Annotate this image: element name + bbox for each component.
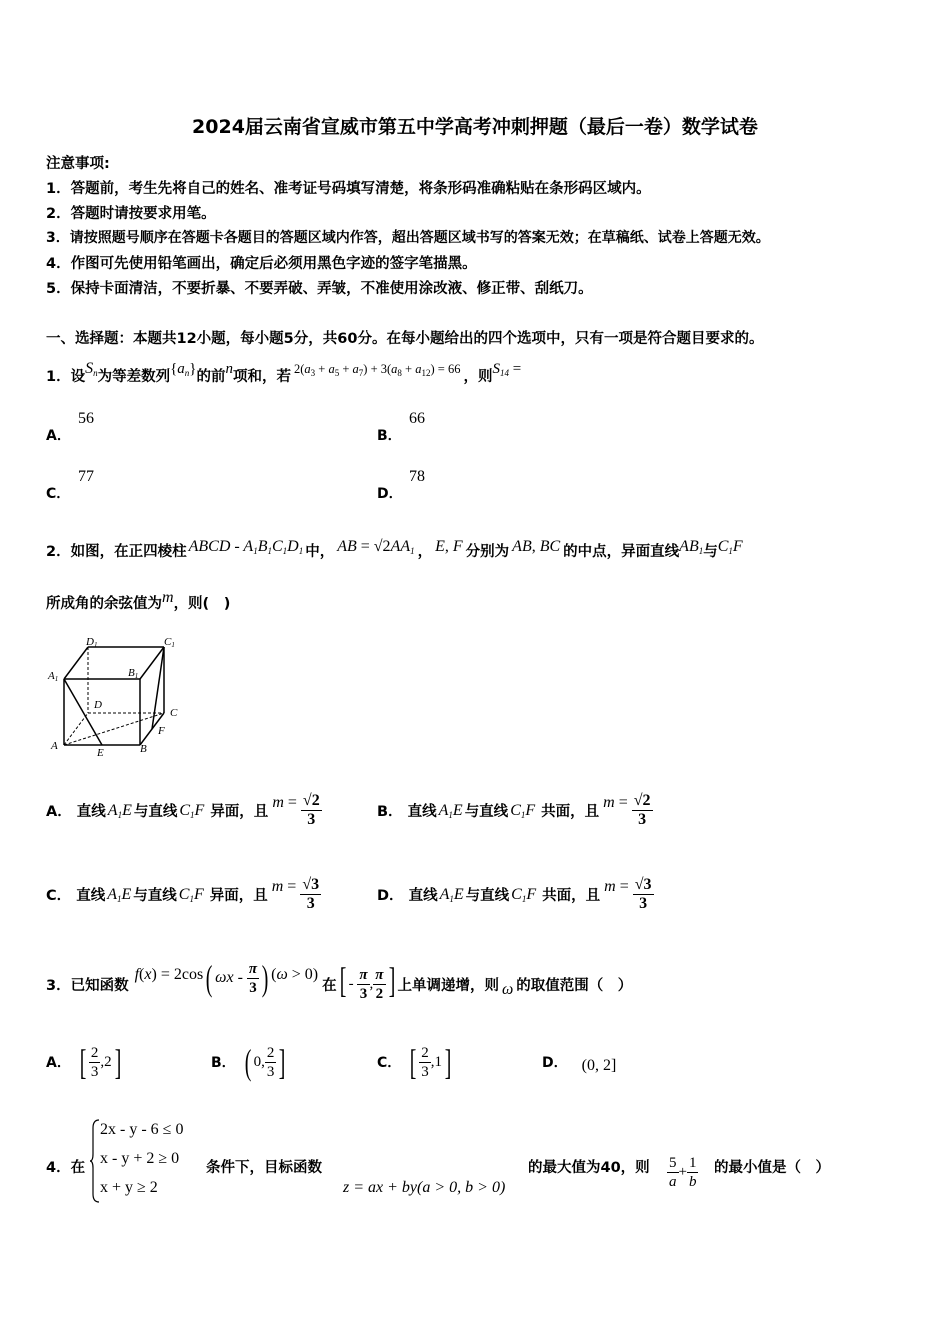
q3-option-b: B． ( 0, $\frac{2}{3}$ ] xyxy=(211,1042,286,1082)
q2-prism: ABCD - $A_1B_1C_1D_1$ xyxy=(188,538,304,556)
q1-option-c-value: 77 xyxy=(78,468,94,485)
q2-text-4: 分别为 xyxy=(465,544,510,560)
notice-heading: 注意事项: xyxy=(46,156,110,172)
q2-condition: AB = $√2AA_1$ xyxy=(337,538,415,556)
q4-constraint-2: x - y + 2 ≥ 0 xyxy=(100,1150,180,1167)
q4-constraint-1: 2x - y - 6 ≤ 0 xyxy=(100,1121,184,1138)
notice-item-5: 5．保持卡面清洁，不要折暴、不要弄破、弄皱，不准使用涂改液、修正带、刮纸刀。 xyxy=(46,281,593,297)
q4-objective: z = ax + by(a > 0, b > 0) xyxy=(343,1179,506,1196)
q1-n: n xyxy=(225,361,233,377)
q4-text-1: 4．在 xyxy=(46,1160,86,1176)
q3-option-d: D． (0, 2] xyxy=(542,1055,617,1074)
label-d: D xyxy=(94,699,102,711)
q2-m: m xyxy=(162,589,174,606)
q4-text-2: 条件下，目标函数 xyxy=(206,1160,322,1176)
q2-option-a: A． 直线 $A_1E$ 与直线 $C_1F$ 异面，且 m = $\frac{√2}{3}$ xyxy=(46,792,320,828)
q4-constraint-3: x + y ≥ 2 xyxy=(100,1179,158,1196)
prism-figure xyxy=(46,632,186,762)
q1-text-1: 1．设 xyxy=(46,369,86,385)
q1-text-2: 为等差数列 xyxy=(97,369,171,385)
question-3: 3．已知函数 f(x) = 2cos ( ωx - $\frac{\pi}{3}$ ) (ω > 0) 在 [ - $\frac{\pi}{3}$ , $\frac{\pi}{2}$ ] 上单调递增，则 ω 的取值范围（ ） xyxy=(46,958,633,1002)
q1-an: $\{a_n\}$ xyxy=(170,361,197,378)
label-a1: A1 xyxy=(48,670,59,683)
label-d1: D1 xyxy=(86,636,98,649)
question-2-line-2 xyxy=(46,589,231,613)
q3-option-a: A． [ $\frac{2}{3}$ ,2 ] xyxy=(46,1042,121,1082)
q2-text-6: 与 xyxy=(703,544,718,560)
label-e: E xyxy=(97,747,104,759)
q1-option-d-value: 78 xyxy=(409,468,425,485)
q4-text-3: 的最大值为40，则 xyxy=(528,1160,650,1176)
q2-text-5: 的中点，异面直线 xyxy=(563,544,680,560)
notice-item-1: 1．答题前，考生先将自己的姓名、准考证号码填写清楚，将条形码准确粘贴在条形码区域内。 xyxy=(46,181,651,197)
q2-text-7: 所成角的余弦值为 xyxy=(46,596,162,612)
q1-text-5: ，则 xyxy=(463,369,493,385)
q2-text-1: 2．如图，在正四棱柱 xyxy=(46,544,187,560)
q4-expression: $\frac{5}{a}$ + $\frac{1}{b}$ xyxy=(669,1155,697,1190)
q2-line-c1f: $C_1F$ xyxy=(717,538,743,556)
label-c1: C1 xyxy=(164,636,175,649)
label-f: F xyxy=(158,725,165,737)
notice-item-2: 2．答题时请按要求用笔。 xyxy=(46,206,216,222)
section-heading: 一、选择题：本题共12小题，每小题5分，共60分。在每小题给出的四个选项中，只有一项是符合题目要求的。 xyxy=(46,331,764,347)
q1-option-c-letter: C． xyxy=(46,486,71,502)
q4-text-4: 的最小值是（ ） xyxy=(714,1160,830,1176)
label-b: B xyxy=(140,743,147,755)
q2-segments: AB, BC xyxy=(512,538,561,555)
q2-option-c: C． 直线 $A_1E$ 与直线 $C_1F$ 异面，且 m = $\frac{√3}{3}$ xyxy=(46,876,320,912)
notice-item-3: 3．请按照题号顺序在答题卡各题目的答题区域内作答，超出答题区域书写的答案无效；在草稿纸、试卷上答题无效。 xyxy=(46,230,770,246)
page-title: 2024届云南省宣威市第五中学高考冲刺押题（最后一卷）数学试卷 xyxy=(192,116,758,138)
q2-option-d: D． 直线 $A_1E$ 与直线 $C_1F$ 共面，且 m = $\frac{√3}{3}$ xyxy=(377,876,652,912)
q1-option-a-value: 56 xyxy=(78,410,94,427)
question-2-line-1 xyxy=(46,540,743,561)
q2-text-8: ，则( ) xyxy=(173,596,231,612)
q1-formula: $2(a_3 + a_5 + a_7) + 3(a_8 + a_{12}) = 66$ xyxy=(294,362,461,378)
q2-text-2: 中， xyxy=(305,544,335,560)
q1-option-d-letter: D． xyxy=(377,486,403,502)
q1-text-4: 项和，若 xyxy=(233,369,291,385)
q1-s14: $S_{14}$ = xyxy=(492,361,522,378)
q1-text-3: 的前 xyxy=(196,369,226,385)
q2-text-3: ， xyxy=(417,544,433,560)
label-c: C xyxy=(170,707,178,719)
q2-points: E, F xyxy=(435,538,463,555)
q1-option-a-letter: A． xyxy=(46,428,71,444)
label-b1: B1 xyxy=(128,667,139,680)
question-1 xyxy=(46,360,522,386)
q2-option-b: B． 直线 $A_1E$ 与直线 $C_1F$ 共面，且 m = $\frac{√2}{3}$ xyxy=(377,792,651,828)
q1-option-b-value: 66 xyxy=(409,410,425,427)
notice-item-4: 4．作图可先使用铅笔画出，确定后必须用黑色字迹的签字笔描黑。 xyxy=(46,256,477,272)
q1-option-b-letter: B． xyxy=(377,428,402,444)
q3-option-c: C． [ $\frac{2}{3}$ ,1 ] xyxy=(377,1042,452,1082)
label-a: A xyxy=(51,740,58,752)
q2-line-ab1: $AB_1$ xyxy=(679,538,704,556)
q1-sn: $S_n$ xyxy=(85,360,98,378)
